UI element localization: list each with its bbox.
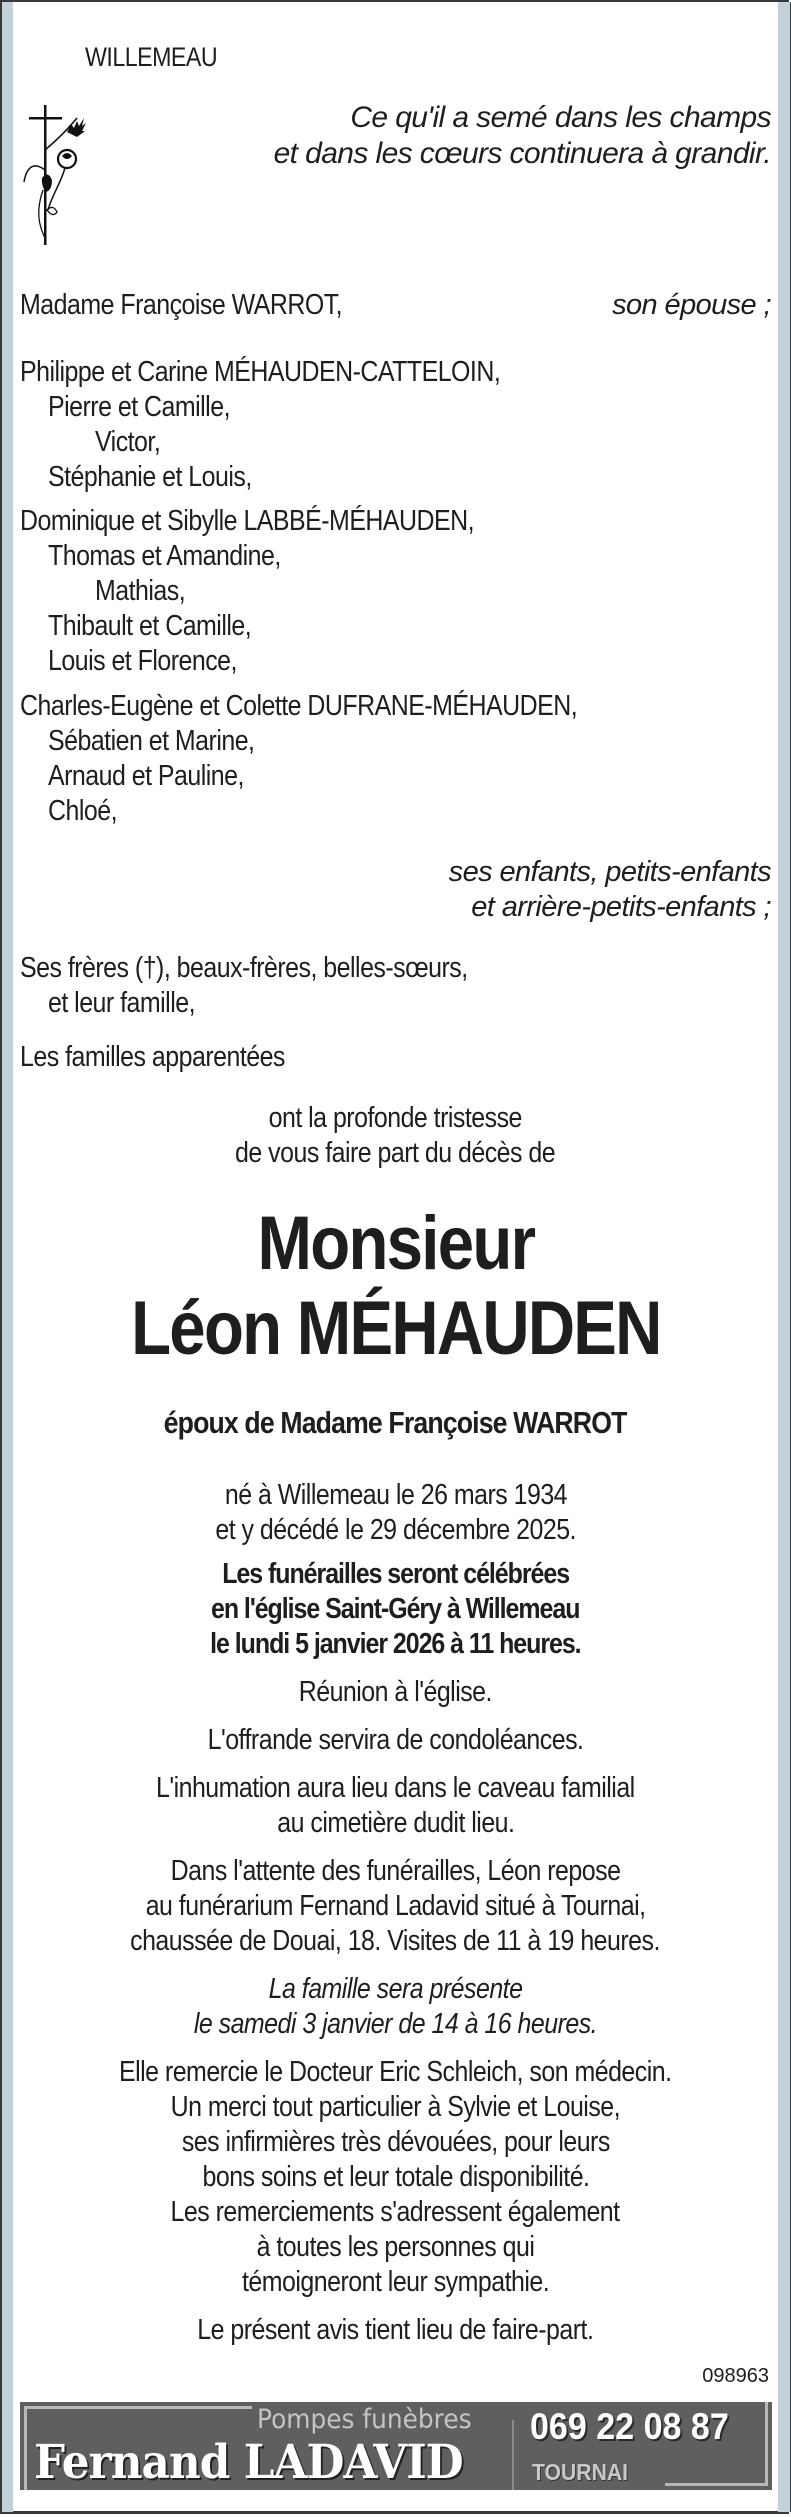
banner-accent-line <box>24 2406 27 2490</box>
relatives-line: Les familles apparentées <box>20 1041 285 1073</box>
family-line: Charles-Eugène et Colette DUFRANE-MÉHAUDEN, <box>20 690 578 722</box>
banner-accent-line <box>665 2483 768 2486</box>
announcement-line-2: de vous faire part du décès de <box>235 1137 556 1169</box>
thanks-line-4: bons soins et leur totale disponibilité. <box>202 2161 589 2193</box>
family-line: Dominique et Sibylle LABBÉ-MÉHAUDEN, <box>20 505 475 537</box>
family-line: Louis et Florence, <box>48 645 237 677</box>
banner-accent-line <box>765 2402 768 2486</box>
banner-accent-line <box>24 2406 252 2409</box>
birth-line: né à Willemeau le 26 mars 1934 <box>224 1479 567 1511</box>
thanks-line-1: Elle remercie le Docteur Eric Schleich, son médecin. <box>119 2056 672 2088</box>
children-role-line-1: ses enfants, petits-enfants <box>448 856 771 888</box>
location-label: WILLEMEAU <box>85 42 218 72</box>
family-presence-line-2: le samedi 3 janvier de 14 à 16 heures. <box>193 2008 598 2040</box>
siblings-line-1: Ses frères (†), beaux-frères, belles-sœurs, <box>20 952 468 984</box>
family-line: Stéphanie et Louis, <box>48 461 252 493</box>
family-line: Mathias, <box>95 575 186 607</box>
family-line: Philippe et Carine MÉHAUDEN-CATTELOIN, <box>20 356 501 388</box>
burial-line-1: L'inhumation aura lieu dans le caveau familial <box>156 1772 635 1804</box>
thanks-line-2: Un merci tout particulier à Sylvie et Louise, <box>170 2091 621 2123</box>
thanks-line-6: à toutes les personnes qui <box>256 2231 535 2263</box>
spouse-of-line: époux de Madame Françoise WARROT <box>164 1405 627 1440</box>
family-presence-line-1: La famille sera présente <box>268 1973 523 2005</box>
banner-subtitle: Pompes funèbres <box>257 2404 472 2435</box>
family-line: Pierre et Camille, <box>48 391 230 423</box>
burial-line-2: au cimetière dudit lieu. <box>276 1807 515 1839</box>
quote-line-1: Ce qu'il a semé dans les champs <box>350 101 771 134</box>
banner-divider <box>512 2420 514 2490</box>
spouse-name: Madame Françoise WARROT, <box>20 289 343 321</box>
viewing-line-3: chaussée de Douai, 18. Visites de 11 à 19 heures. <box>130 1925 661 1957</box>
funeral-home-banner <box>20 2402 772 2490</box>
reference-number: 098963 <box>702 2365 769 2387</box>
offering-line: L'offrande servira de condoléances. <box>207 1724 584 1756</box>
meeting-line: Réunion à l'église. <box>298 1676 493 1708</box>
children-role-line-2: et arrière-petits-enfants ; <box>471 891 771 923</box>
banner-phone: 069 22 08 87 <box>530 2406 729 2447</box>
death-line: et y décédé le 29 décembre 2025. <box>215 1514 576 1546</box>
family-line: Victor, <box>95 426 161 458</box>
spouse-role: son épouse ; <box>612 289 771 321</box>
funeral-line-3: le lundi 5 janvier 2026 à 11 heures. <box>210 1628 581 1660</box>
siblings-line-2: et leur famille, <box>48 987 195 1019</box>
family-line: Sébatien et Marine, <box>48 725 255 757</box>
family-line: Chloé, <box>48 795 118 827</box>
thanks-line-5: Les remerciements s'adressent également <box>170 2196 621 2228</box>
family-line: Thibault et Camille, <box>48 610 252 642</box>
funeral-line-2: en l'église Saint-Géry à Willemeau <box>211 1593 580 1625</box>
banner-company-name: Fernand LADAVID <box>34 2435 463 2490</box>
announcement-line-1: ont la profonde tristesse <box>268 1102 523 1134</box>
funeral-line-1: Les funérailles seront célébrées <box>222 1558 569 1590</box>
cross-with-wheat-and-rose-icon <box>22 100 92 248</box>
closing-line: Le présent avis tient lieu de faire-part. <box>197 2314 594 2346</box>
deceased-name: Léon MÉHAUDEN <box>130 1286 661 1371</box>
thanks-line-7: témoigneront leur sympathie. <box>241 2266 550 2298</box>
quote-line-2: et dans les cœurs continuera à grandir. <box>273 137 771 170</box>
thanks-line-3: ses infirmières très dévouées, pour leurs <box>181 2126 610 2158</box>
family-line: Arnaud et Pauline, <box>48 760 244 792</box>
family-line: Thomas et Amandine, <box>48 540 281 572</box>
viewing-line-1: Dans l'attente des funérailles, Léon repose <box>170 1855 621 1887</box>
deceased-title: Monsieur <box>257 1201 534 1286</box>
banner-city: TOURNAI <box>532 2459 629 2485</box>
viewing-line-2: au funérarium Fernand Ladavid situé à Tournai, <box>145 1890 646 1922</box>
